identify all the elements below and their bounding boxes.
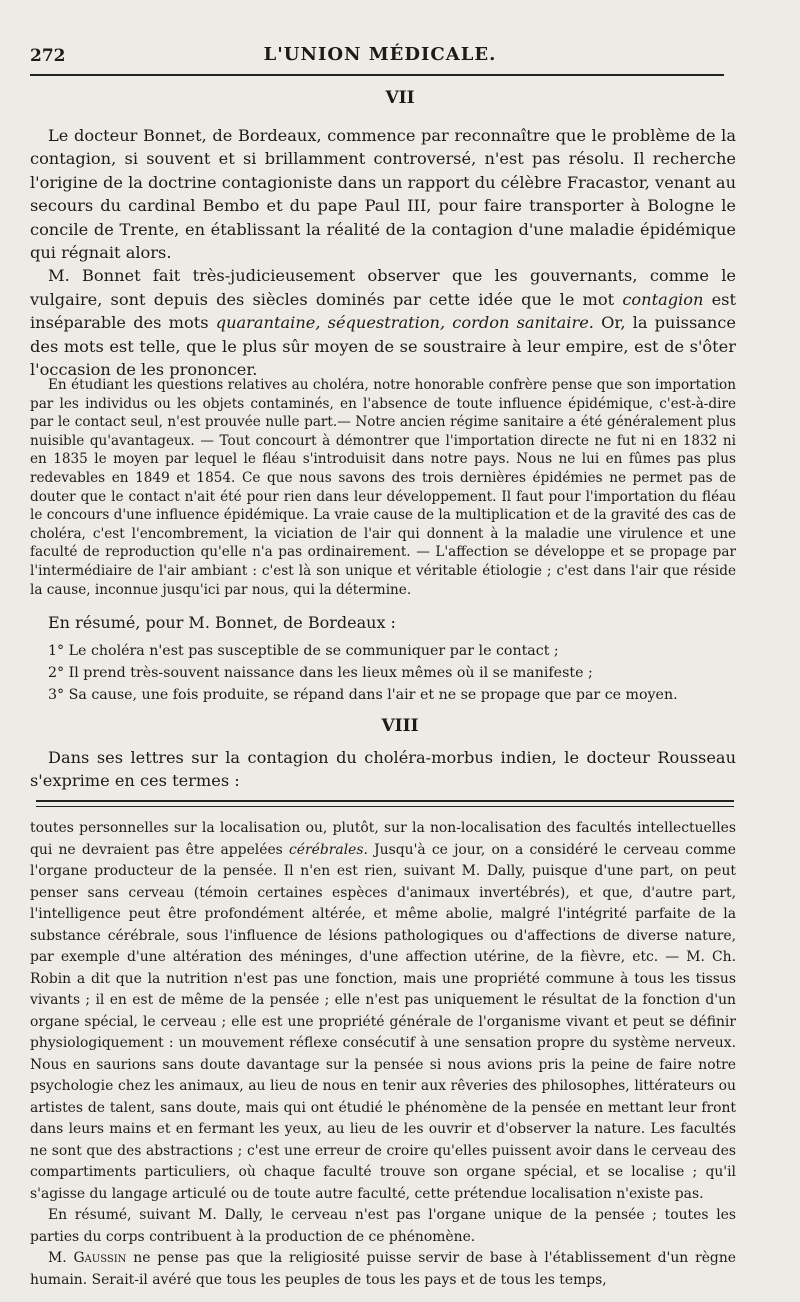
author-name: M. Gaussin <box>48 1250 127 1266</box>
paragraph-gaussin: M. Gaussin ne pense pas que la religiosité puisse servir de base à l'établissement d'un règne humain. Serait-il avéré que tous les peuples de tous les pays et de tous les temps, <box>30 1250 736 1288</box>
paragraph-rousseau: Dans ses lettres sur la contagion du choléra-morbus indien, le docteur Rousseau s'exprime en ces termes : <box>30 748 736 791</box>
paragraph-dally: toutes personnelles sur la localisation ou, plutôt, sur la non-localisation des facultés intellectuelles qui ne devraient pas être appelées cérébrales. Jusqu'à ce jour, on a considéré le cerveau comme l'organe producteur de la pensée. Il n'en est rien, suivant M. Dally, puisque d'une part, on peut penser sans cerveau (témoin certaines espèces d'animaux invertébrés), et que, d'autre part, l'intelligence peut être profondément altérée, et même abolie, malgré l'intégrité parfaite de la substance cérébrale, sous l'influence de lésions pathologiques ou d'affections de diverse nature, par exemple d'une altération des méninges, d'une affection utérine, de la fièvre, etc. — M. Ch. Robin a dit que la nutrition n'est pas une fonction, mais une propriété commune à tous les tissus vivants ; il en est de même de la pensée ; elle n'est pas uniquement le résultat de la fonction d'un organe spécial, le cerveau ; elle est une propriété générale de l'organisme vivant et peut se définir physiologiquement : un mouvement réflexe consécutif à une sensation propre du système nerveux. Nous en saurions sans doute davantage sur la pensée si nous avions pris la peine de faire notre psychologie chez les animaux, au lieu de nous en tenir aux rêveries des philosophes, littérateurs ou artistes de talent, sans doute, mais qui ont étudié le phénomène de la pensée en mettant leur front dans leurs mains et en fermant les yeux, au lieu de les ouvrir et d'observer la nature. Les facultés ne sont que des abstractions ; c'est une erreur de croire qu'elles puissent avoir dans le cerveau des compartiments particuliers, où chaque faculté trouve son organe spécial, et se localise ; qu'il s'agisse du langage articulé ou de toute autre faculté, cette prétendue localisation n'existe pas. <box>30 820 736 1202</box>
summary-intro: En résumé, pour M. Bonnet, de Bordeaux : <box>48 613 396 632</box>
lower-column <box>30 818 736 1291</box>
paragraph-dally-summary: En résumé, suivant M. Dally, le cerveau n'est pas l'organe unique de la pensée ; toutes les parties du corps contribuent à la production de ce phénomène. <box>30 1207 736 1245</box>
column-separator <box>36 800 734 807</box>
running-title: L'UNION MÉDICALE. <box>263 44 497 65</box>
paragraph-bonnet-observation: M. Bonnet fait très-judicieusement observer que les gouvernants, comme le vulgaire, sont depuis des siècles dominés par cette idée que le mot contagion est inséparable des mots quarantaine, séquestration, cordon sanitaire. Or, la puissance des mots est telle, que le plus sûr moyen de se soustraire à leur empire, est de s'ôter l'occasion de les prononcer. <box>30 266 736 380</box>
summary-item: 3° Sa cause, une fois produite, se répand dans l'air et ne se propage que par ce moyen. <box>48 687 678 703</box>
section-heading-viii: VIII <box>381 716 419 736</box>
italic-terms: quarantaine, séquestration, cordon sanitaire. <box>215 313 594 333</box>
header-rule <box>30 74 724 76</box>
summary-item: 1° Le choléra n'est pas susceptible de se communiquer par le contact ; <box>48 643 559 659</box>
page-number: 272 <box>30 46 66 66</box>
italic-term: contagion <box>622 289 704 309</box>
summary-list <box>48 640 736 706</box>
page-header <box>30 42 730 70</box>
paragraph-bonnet-intro: Le docteur Bonnet, de Bordeaux, commence par reconnaître que le problème de la contagion, si souvent et si brillamment controversé, n'est pas résolu. Il recherche l'origine de la doctrine contagioniste dans un rapport du célèbre Fracastor, venant au secours du cardinal Bembo et du pape Paul III, pour faire transporter à Bologne le concile de Trente, en établissant la réalité de la contagion d'une maladie épidémique qui régnait alors. <box>30 126 736 263</box>
section-heading-vii: VII <box>385 88 415 108</box>
summary-item: 2° Il prend très-souvent naissance dans les lieux mêmes où il se manifeste ; <box>48 665 593 681</box>
section-vii-body <box>30 124 736 381</box>
section-viii-body <box>30 746 736 793</box>
italic-term: cérébrales. <box>289 841 368 858</box>
section-vii-cholera-paragraph: En étudiant les questions relatives au choléra, notre honorable confrère pense que son importation par les individus ou les objets contaminés, en l'absence de toute influence épidémique, c'est-à-dire par le contact seul, n'est prouvée nulle part.— Notre ancien régime sanitaire a été généralement plus nuisible qu'avantageux. — Tout concourt à démontrer que l'importation directe ne fut ni en 1832 ni en 1835 le moyen par lequel le fléau s'introduisit dans notre pays. Nous ne lui en fûmes pas plus redevables en 1849 et 1854. Ce que nous savons des trois dernières épidémies ne permet pas de douter que le contact n'ait été pour rien dans leur développement. Il faut pour l'importation du fléau le concours d'une influence épidémique. La vraie cause de la multiplication et de la gravité des cas de choléra, c'est l'encombrement, la viciation de l'air qui donnent à la maladie une virulence et une faculté de reproduction qu'elle n'a pas ordinairement. — L'affection se développe et se propage par l'intermédiaire de l'air ambiant : c'est là son unique et véritable étiologie ; c'est dans l'air que réside la cause, inconnue jusqu'ici par nous, qui la détermine. <box>30 377 736 598</box>
